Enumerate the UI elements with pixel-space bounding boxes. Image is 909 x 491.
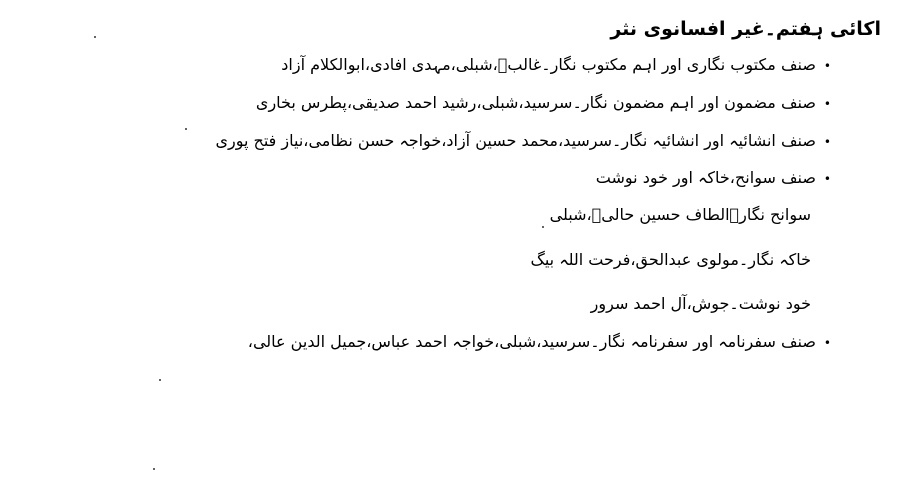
sub-list-item: سوانح نگار۔الطاف حسین حالیؔ،شبلی xyxy=(549,205,811,224)
scan-speck xyxy=(542,226,544,228)
bullet-icon: • xyxy=(823,171,831,186)
list-item-text: صنف سوانح،خاکہ اور خود نوشت xyxy=(595,168,816,187)
list-item xyxy=(281,57,831,73)
bullet-icon: • xyxy=(823,96,831,111)
section-heading: اکائی ہفتم۔غیر افسانوی نثر xyxy=(610,18,881,40)
scan-speck xyxy=(185,128,187,130)
list-item xyxy=(215,133,831,149)
scan-speck xyxy=(153,468,155,470)
list-item xyxy=(596,170,831,186)
list-item-text: صنف سفرنامہ اور سفرنامہ نگار۔سرسید،شبلی،خواجہ احمد عباس،جمیل الدین عالی، xyxy=(247,332,816,351)
scan-speck xyxy=(94,36,96,38)
scan-speck xyxy=(159,379,161,381)
bullet-icon: • xyxy=(823,335,831,350)
list-item-text: صنف مضمون اور اہم مضمون نگار۔سرسید،شبلی،رشید احمد صدیقی،پطرس بخاری xyxy=(255,93,816,112)
sub-list-item: خود نوشت۔جوش،آل احمد سرور xyxy=(590,294,811,313)
list-item-text: صنف مکتوب نگاری اور اہم مکتوب نگار۔غالبؔ،شبلی،مہدی افادی،ابوالکلام آزاد xyxy=(281,55,816,74)
list-item xyxy=(256,95,831,111)
list-item-text: صنف انشائیہ اور انشائیہ نگار۔سرسید،محمد حسین آزاد،خواجہ حسن نظامی،نیاز فتح پوری xyxy=(215,131,816,150)
sub-list-item: خاکہ نگار۔مولوی عبدالحق،فرحت اللہ بیگ xyxy=(530,250,811,269)
bullet-icon: • xyxy=(823,58,831,73)
bullet-icon: • xyxy=(823,134,831,149)
list-item xyxy=(248,334,831,350)
